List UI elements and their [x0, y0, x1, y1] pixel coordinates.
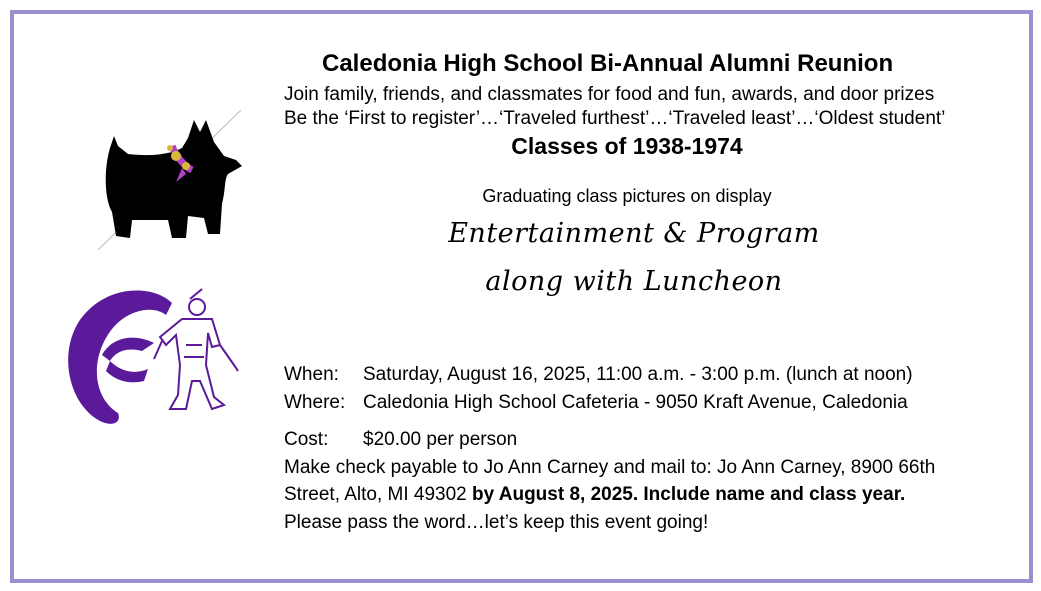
classes-heading: Classes of 1938-1974 [511, 133, 743, 159]
reunion-title: Caledonia High School Bi-Annual Alumni Reunion [322, 50, 894, 77]
where-label: Where: [284, 392, 346, 413]
deadline-text: by August 8, 2025. Include name and class year. [472, 484, 906, 505]
cost-value: $20.00 per person [363, 429, 518, 450]
closing-text: Please pass the word…let’s keep this event going! [284, 512, 709, 533]
entertainment-heading: Entertainment & Program [448, 218, 820, 249]
where-value: Caledonia High School Cafeteria - 9050 Kraft Avenue, Caledonia [363, 392, 908, 413]
cost-label: Cost: [284, 429, 329, 450]
intro-text: Join family, friends, and classmates for food and fun, awards, and door prizes [284, 84, 935, 105]
pictures-text: Graduating class pictures on display [482, 186, 772, 206]
when-value: Saturday, August 16, 2025, 11:00 a.m. - 3:00 p.m. (lunch at noon) [363, 364, 913, 385]
contests-text: Be the ‘First to register’…‘Traveled furthest’…‘Traveled least’…‘Oldest student’ [284, 108, 946, 129]
scottie-dog-icon [96, 108, 246, 253]
check-instructions-line2 [284, 484, 905, 506]
check-instructions-line1: Make check payable to Jo Ann Carney and mail to: Jo Ann Carney, 8900 66th [284, 457, 936, 478]
caledonia-c-logo-icon [62, 285, 247, 425]
luncheon-heading: along with Luncheon [485, 266, 783, 297]
mail-address: Street, Alto, MI 49302 [284, 484, 472, 505]
when-label: When: [284, 364, 339, 385]
